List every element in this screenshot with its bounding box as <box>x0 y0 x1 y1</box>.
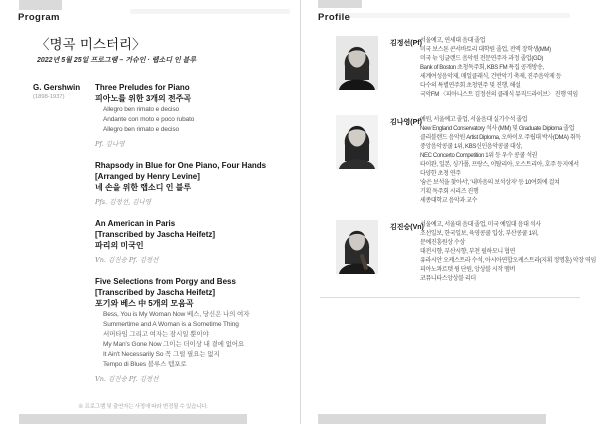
movement-line: Summertime and A Woman is a Sometime Thing <box>103 321 239 328</box>
movement-list <box>103 310 297 370</box>
bio-line: '숨은 보석을 찾아서', '내마음의 보석상자' 등 10여회에 걸쳐 <box>420 180 560 186</box>
bio-line: New England Conservatory 석사 (MM) 및 Graduate Diploma 졸업 <box>420 126 575 132</box>
movement-line: My Man's Gone Now 그이는 더이상 내 곁에 없어요 <box>103 341 245 348</box>
bio-line: 타이완, 일본, 싱가폴, 프랑스, 이탈리아, 오스트리아, 호주 등지에서 <box>420 162 579 168</box>
concert-title: 〈명곡 미스터리〉 <box>36 37 146 53</box>
bio-line: 다양한 초청 연주 <box>420 171 461 177</box>
bio-line: 대전시향, 부산시향, 부천 필하모니 협연 <box>420 249 516 255</box>
bio-line: 국악FM 〈피아니스트 김정선의 클래식 뮤직드라이브〉 진행 역임 <box>420 92 578 98</box>
work-item <box>95 160 297 206</box>
movement-line: It Ain't Necessarily So 꼭 그럴 필요는 없지 <box>103 351 220 358</box>
bio-line: 세종대학교 음악과 교수 <box>420 198 478 204</box>
work-title-en: Five Selections from Porgy and Bess <box>95 277 236 286</box>
profile-entry <box>336 220 600 290</box>
bio-line: 중앙음악콩쿨 1위, KBS신인음악콩쿨 대상, <box>420 144 523 150</box>
bottom-bar-graphic <box>318 414 546 424</box>
work-item <box>95 218 297 264</box>
bio-line: 다수의 특별연주회 초청연주 및 진행, 해설 <box>420 83 521 89</box>
bio-line: 문예진흥원상 수상 <box>420 240 465 246</box>
work-item <box>95 82 297 148</box>
work-arranger: [Transcribed by Jascha Heifetz] <box>95 230 216 239</box>
portrait-photo <box>336 115 378 169</box>
bio-line: 유라시안 오케스트라 수석, 아시아연합오케스트라(지휘 정명훈) 악장 역임 <box>420 258 596 264</box>
profile-bio <box>420 116 581 206</box>
profile-entry <box>336 36 600 106</box>
bio-line: 클리블랜드 음악원 Artist Diploma, 오하이오 주립대 박사(DMA) 취득 <box>420 135 581 141</box>
movement-line: Bess, You is My Woman Now 베스, 당신은 나의 여자 <box>103 311 250 318</box>
bio-line: Bank of Boston 초청독주회, KBS FM 특집 공개방송, <box>420 65 544 71</box>
movement-line: Allegro ben rimato e deciso <box>103 126 180 133</box>
profile-name: 김진승(Vn) <box>390 224 424 231</box>
work-title-kr: 네 손을 위한 랩소디 인 블루 <box>95 183 192 192</box>
bio-line: 세계여성음악제, 매일클래식, 건반악기 축제, 진주음악제 등 <box>420 74 562 80</box>
work-title-kr: 포기와 베스 中 5개의 모음곡 <box>95 299 194 308</box>
bio-line: NEC Concerto Competition 1위 등 우수 콩쿨 석권 <box>420 153 538 159</box>
performer-credit: Pf. 김나영 <box>95 140 125 148</box>
section-divider <box>320 297 580 298</box>
bio-line: 미국 뉴 잉글랜드 음악원 전문연주자 과정 졸업(GD) <box>420 56 543 62</box>
profile-page <box>300 0 600 424</box>
bio-line: 피아노콰르텟 윙 단원, 앙상블 시작 멤버 <box>420 267 516 273</box>
program-footnote: ※ 프로그램 및 출연자는 사정에 따라 변경될 수 있습니다. <box>78 404 208 410</box>
page-corner-graphic <box>19 0 62 10</box>
scan-ghost-artifact <box>340 13 570 18</box>
work-title-en: Three Preludes for Piano <box>95 83 190 92</box>
composer-name: G. Gershwin <box>33 83 81 92</box>
movement-line: Allegro ben rimato e deciso <box>103 106 180 113</box>
performer-credit: Vn. 김진승 Pf. 김정선 <box>95 375 159 383</box>
work-title-kr: 피아노를 위한 3개의 전주곡 <box>95 94 192 103</box>
page-gutter-divider <box>300 0 301 424</box>
composer-years: (1898-1937) <box>33 94 65 100</box>
movement-line: Andante con moto e poco rubato <box>103 116 195 123</box>
profile-entry <box>336 115 600 215</box>
work-arranger: [Arranged by Henry Levine] <box>95 172 200 181</box>
bio-line: 기획 독주회 시리즈 진행 <box>420 189 479 195</box>
program-header: Program <box>18 12 60 23</box>
work-arranger: [Transcribed by Jascha Heifetz] <box>95 288 216 297</box>
scan-ghost-artifact <box>130 9 290 14</box>
profile-name: 김정선(Pf) <box>390 40 422 47</box>
portrait-photo <box>336 36 378 90</box>
work-title-en: Rhapsody in Blue for One Piano, Four Hands <box>95 161 267 170</box>
movement-list <box>103 105 297 135</box>
profile-bio <box>420 37 578 100</box>
movement-line: Tempo di Blues 블루스 템포로 <box>103 361 187 368</box>
profile-header: Profile <box>318 12 351 23</box>
portrait-photo <box>336 220 378 274</box>
bio-line: 조선일보, 한국일보, 육영콩쿨 입상, 부산콩쿨 1위, <box>420 231 539 237</box>
works-list <box>95 82 297 395</box>
profile-name: 김나영(Pf) <box>390 119 422 126</box>
work-title-en: An American in Paris <box>95 219 176 228</box>
performer-credit: Vn. 김진승 Pf. 김정선 <box>95 256 159 264</box>
profile-bio <box>420 221 596 284</box>
performer-credit: Pfs. 김정선, 김나영 <box>95 198 152 206</box>
bio-line: 서울예고, 연세대 음대 졸업 <box>420 38 486 44</box>
movement-line: 서머타임 그리고 여자는 잠시일 뿐이야 <box>103 331 209 338</box>
bio-line: 코뮤니타스앙상블 리더 <box>420 276 476 282</box>
composer-block <box>33 83 93 100</box>
work-item <box>95 276 297 383</box>
page-corner-graphic <box>318 0 362 8</box>
bottom-bar-graphic <box>19 414 247 424</box>
concert-subtitle: 2022년 5월 25일 프로그램 – 거슈인 · 랩소디 인 블루 <box>37 57 197 64</box>
bio-line: 서울예고, 서울대 음대 졸업, 미국 예일대 음대 석사 <box>420 222 541 228</box>
work-title-kr: 파리의 미국인 <box>95 241 144 250</box>
bio-line: 미국 보스톤 콘서바토리 대학원 졸업, 전액 장학생(MM) <box>420 47 551 53</box>
bio-line: 예원, 서울예고 졸업, 서울음대 실기수석 졸업 <box>420 117 528 123</box>
